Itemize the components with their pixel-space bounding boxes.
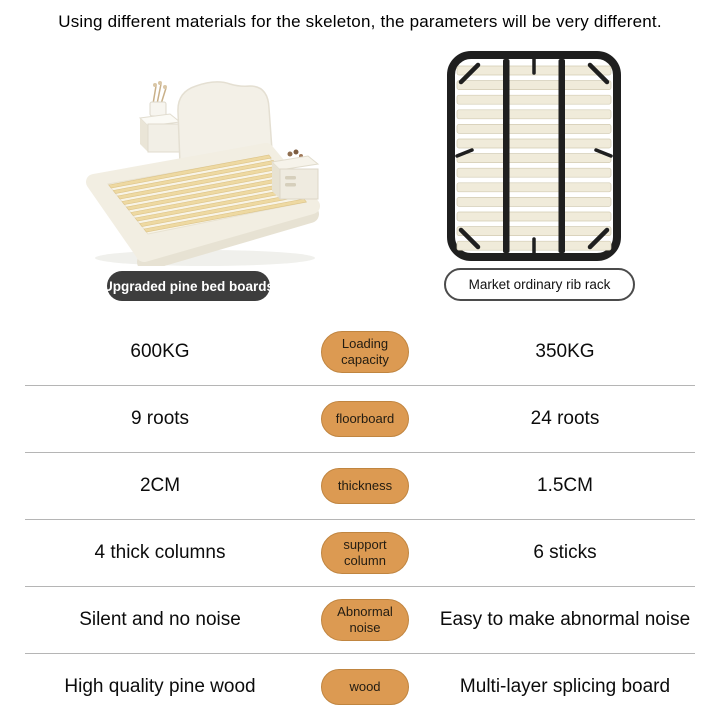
comparison-row [0,453,720,519]
ordinary-value: 350KG [535,341,595,362]
comparison-row [0,587,720,653]
param-pill: floorboard [321,401,409,437]
param-pill: Loading capacity [321,331,409,373]
ordinary-product-label: Market ordinary rib rack [444,268,635,301]
comparison-row [0,520,720,586]
comparison-row [0,319,720,385]
ordinary-value: 6 sticks [533,542,597,563]
page-title: Using different materials for the skeleton, the parameters will be very different. [58,12,662,31]
upgraded-value: Silent and no noise [79,609,241,630]
upgraded-value: 4 thick columns [94,542,226,563]
upgraded-product-label: Upgraded pine bed boards [107,271,270,301]
param-pill: thickness [321,468,409,504]
comparison-row [0,386,720,452]
bed-product-image [70,66,350,266]
upgraded-value: High quality pine wood [64,676,256,697]
ordinary-value: Multi-layer splicing board [459,676,671,697]
comparison-row [0,654,720,720]
ordinary-value: Easy to make abnormal noise [439,609,691,630]
param-pill: wood [321,669,409,705]
ordinary-value: 1.5CM [537,475,593,496]
param-pill: Abnormal noise [321,599,409,641]
rack-product-image [446,50,622,262]
upgraded-value: 9 roots [130,408,190,429]
param-pill: support column [321,532,409,574]
upgraded-value: 2CM [139,475,181,496]
upgraded-value: 600KG [130,341,190,362]
ordinary-value: 24 roots [530,408,600,429]
